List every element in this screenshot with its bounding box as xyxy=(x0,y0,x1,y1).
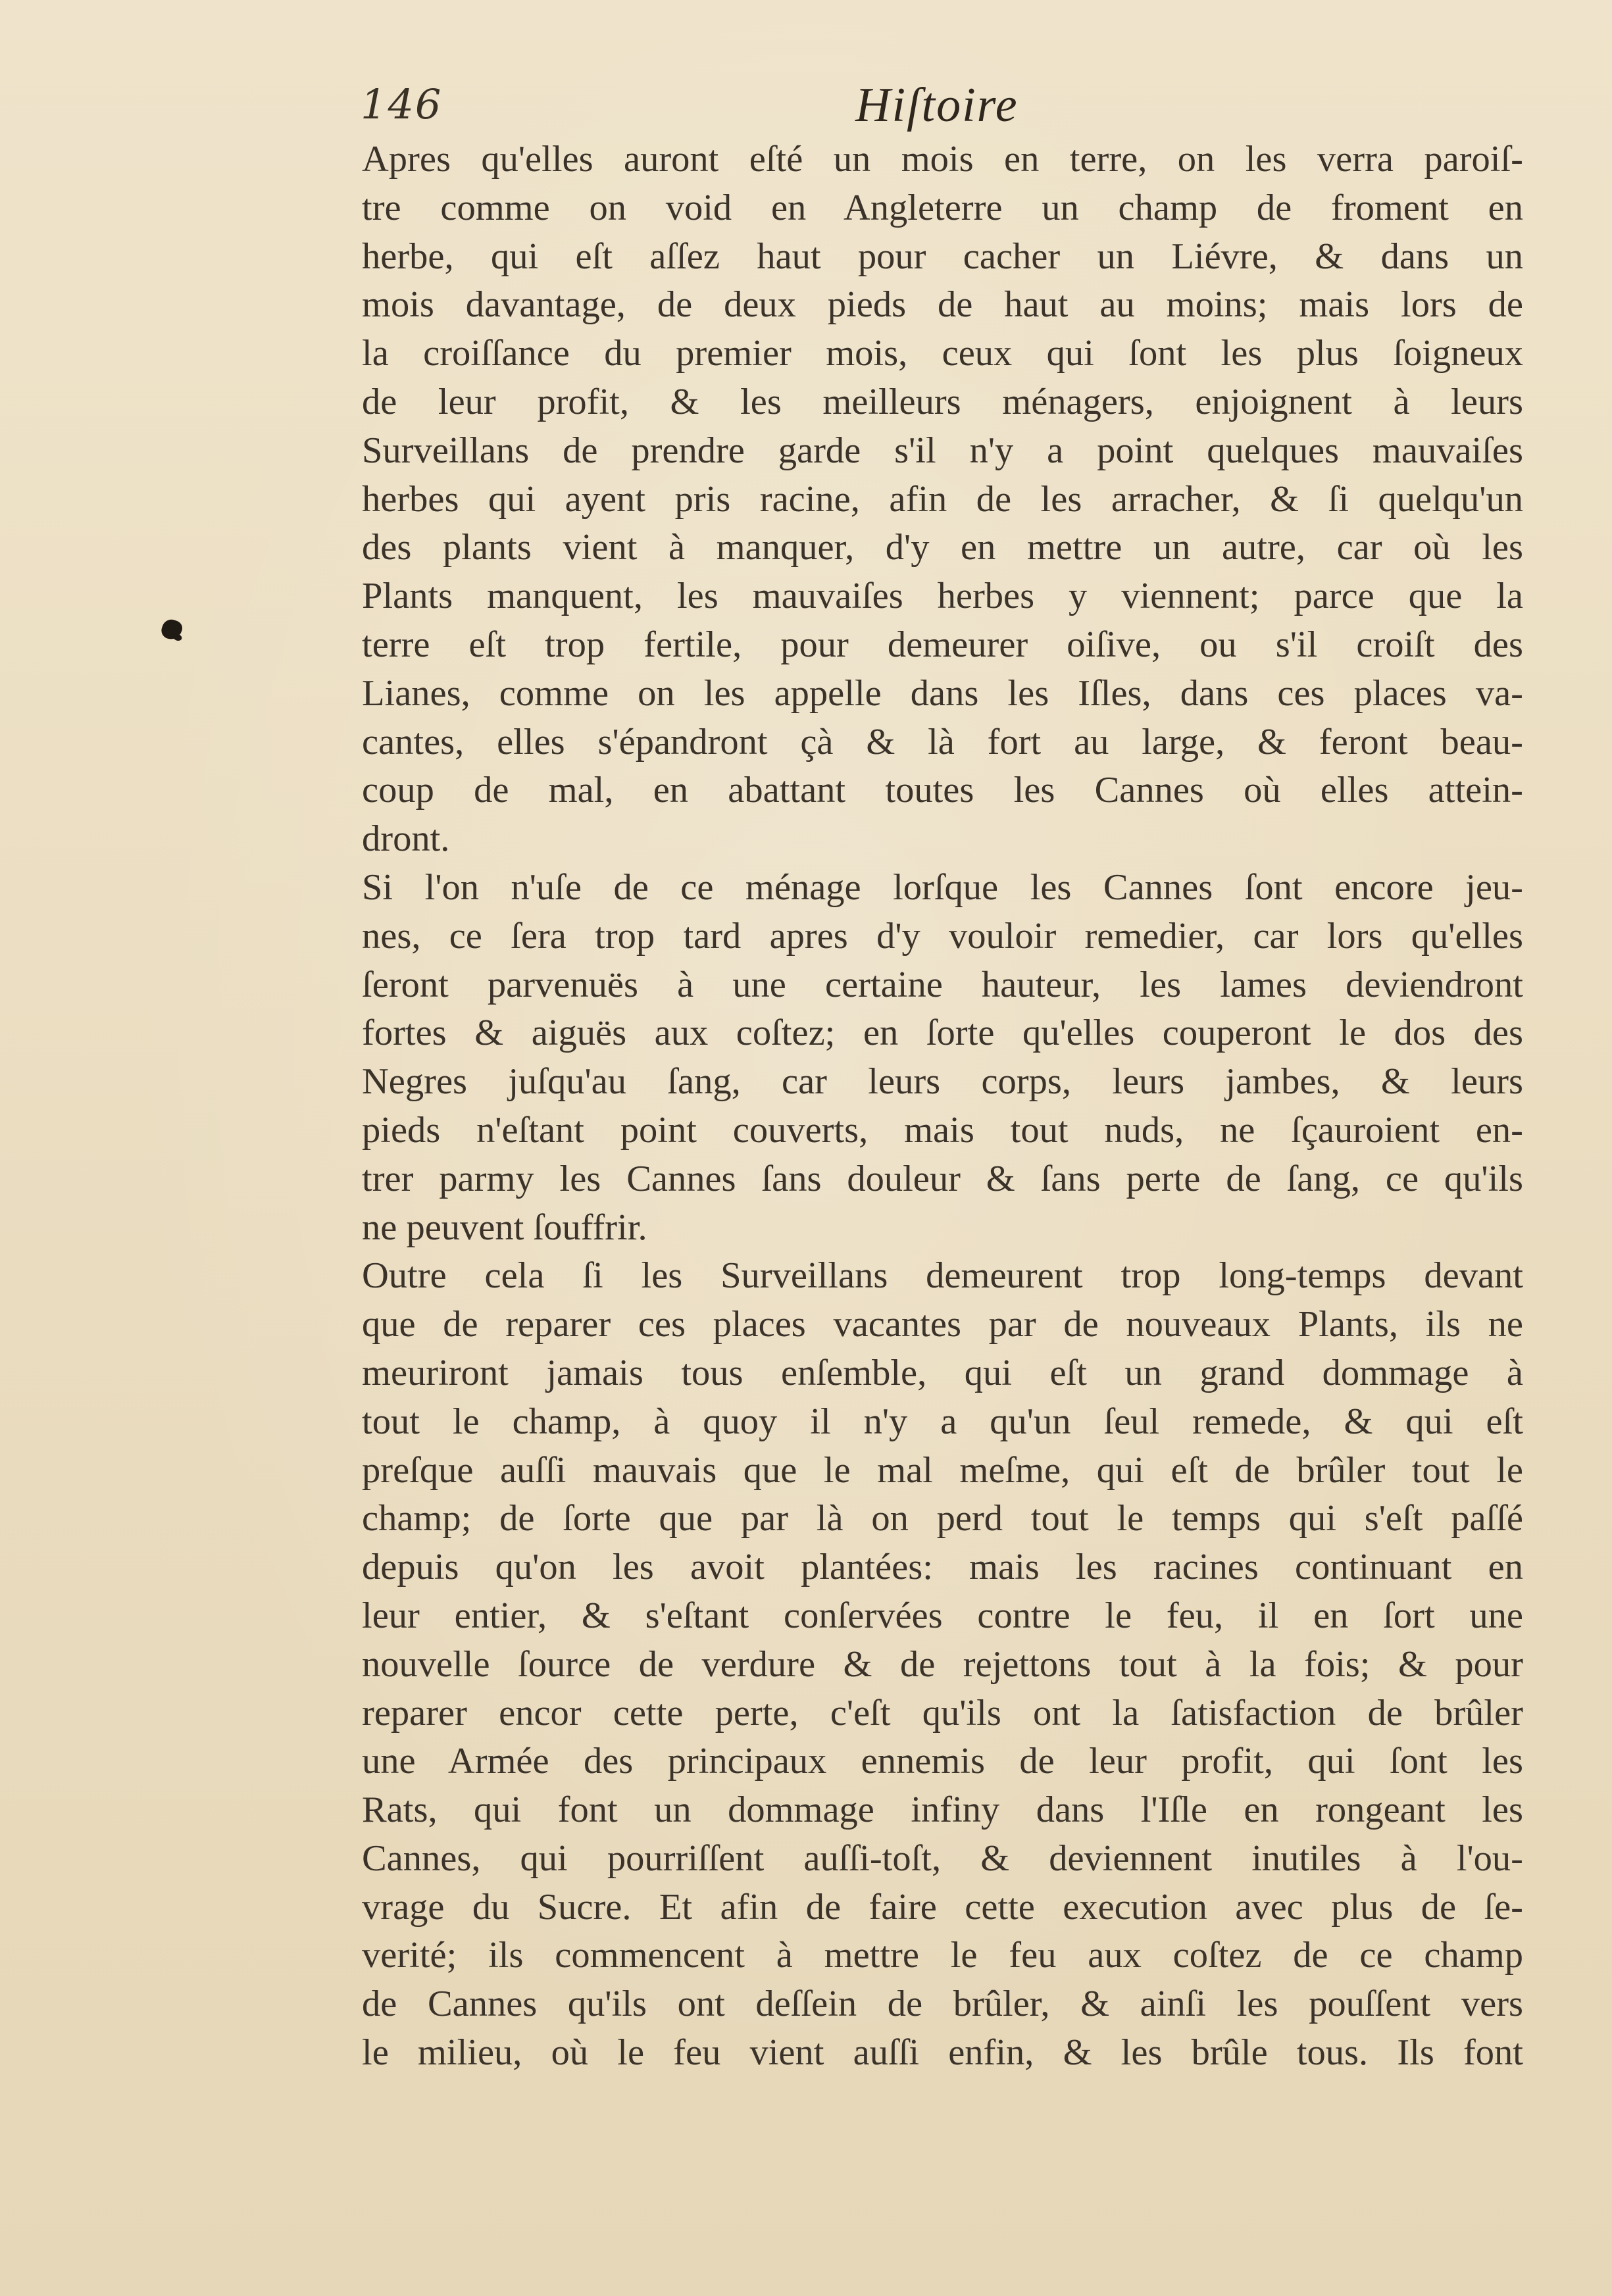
text-line: Cannes, qui pourriſſent auſſi-toſt, & deviennent inutiles à l'ou- xyxy=(362,1837,1523,1879)
text-line: Outre cela ſi les Surveillans demeurent trop long-temps devant xyxy=(362,1255,1523,1297)
text-line: Lianes, comme on les appelle dans les Iſles, dans ces places va- xyxy=(362,672,1523,714)
text-line: le milieu, où le feu vient auſſi enfin, & les brûle tous. Ils font xyxy=(362,2032,1523,2074)
paragraph-3 xyxy=(362,1252,1523,2078)
text-line: preſque auſſi mauvais que le mal meſme, qui eſt de brûler tout le xyxy=(362,1449,1523,1491)
text-line: terre eſt trop fertile, pour demeurer oiſive, ou s'il croiſt des xyxy=(362,624,1523,665)
text-line: tout le champ, à quoy il n'y a qu'un ſeul remede, & qui eſt xyxy=(362,1401,1523,1442)
text-line: reparer encor cette perte, c'eſt qu'ils ont la ſatisfaction de brûler xyxy=(362,1692,1523,1734)
page-number: 146 xyxy=(361,80,443,128)
text-line: une Armée des principaux ennemis de leur profit, qui ſont les xyxy=(362,1741,1523,1782)
text-line: Surveillans de prendre garde s'il n'y a point quelques mauvaiſes xyxy=(362,430,1523,471)
text-line: que de reparer ces places vacantes par de nouveaux Plants, ils ne xyxy=(362,1304,1523,1345)
text-line: ſeront parvenuës à une certaine hauteur, les lames deviendront xyxy=(362,964,1523,1005)
text-line: depuis qu'on les avoit plantées: mais les racines continuant en xyxy=(362,1547,1523,1588)
text-line: tre comme on void en Angleterre un champ de froment en xyxy=(362,187,1523,228)
running-title: Hiſtoire xyxy=(855,78,1019,132)
text-line: de leur profit, & les meilleurs ménagers, enjoignent à leurs xyxy=(362,381,1523,422)
text-line: de Cannes qu'ils ont deſſein de brûler, & ainſi les pouſſent vers xyxy=(362,1984,1523,2025)
text-line: nes, ce ſera trop tard apres d'y vouloir remedier, car lors qu'elles xyxy=(362,915,1523,957)
body-text xyxy=(362,136,1523,2078)
text-line: coup de mal, en abattant toutes les Cannes où elles attein- xyxy=(362,770,1523,811)
paragraph-2 xyxy=(362,864,1523,1252)
text-line: nouvelle ſource de verdure & de rejettons tout à la fois; & pour xyxy=(362,1643,1523,1685)
text-line: pieds n'eſtant point couverts, mais tout nuds, ne ſçauroient en- xyxy=(362,1109,1523,1151)
text-line: fortes & aiguës aux coſtez; en ſorte qu'elles couperont le dos des xyxy=(362,1012,1523,1054)
text-line: dront. xyxy=(362,818,450,860)
text-line: vrage du Sucre. Et afin de faire cette execution avec plus de ſe- xyxy=(362,1886,1523,1928)
text-line: meuriront jamais tous enſemble, qui eſt un grand dommage à xyxy=(362,1352,1523,1393)
text-line: Apres qu'elles auront eſté un mois en terre, on les verra paroiſ- xyxy=(362,139,1523,180)
paragraph-1 xyxy=(362,136,1523,864)
text-line: champ; de ſorte que par là on perd tout le temps qui s'eſt paſſé xyxy=(362,1498,1523,1539)
text-line: Negres juſqu'au ſang, car leurs corps, leurs jambes, & leurs xyxy=(362,1061,1523,1103)
text-line: Plants manquent, les mauvaiſes herbes y viennent; parce que la xyxy=(362,576,1523,617)
text-line: cantes, elles s'épandront çà & là fort au large, & feront beau- xyxy=(362,721,1523,762)
text-line: des plants vient à manquer, d'y en mettre un autre, car où les xyxy=(362,527,1523,568)
text-line: Rats, qui font un dommage infiny dans l'Iſle en rongeant les xyxy=(362,1789,1523,1831)
text-line: mois davantage, de deux pieds de haut au moins; mais lors de xyxy=(362,284,1523,326)
text-line: herbes qui ayent pris racine, afin de les arracher, & ſi quelqu'un xyxy=(362,478,1523,520)
ink-blot-mark xyxy=(159,617,184,642)
text-line: Si l'on n'uſe de ce ménage lorſque les Cannes ſont encore jeu- xyxy=(362,866,1523,908)
text-line: herbe, qui eſt aſſez haut pour cacher un Liévre, & dans un xyxy=(362,236,1523,277)
text-line: verité; ils commencent à mettre le feu aux coſtez de ce champ xyxy=(362,1935,1523,1976)
text-line: trer parmy les Cannes ſans douleur & ſans perte de ſang, ce qu'ils xyxy=(362,1158,1523,1199)
text-line: leur entier, & s'eſtant conſervées contre le feu, il en ſort une xyxy=(362,1595,1523,1636)
text-line: la croiſſance du premier mois, ceux qui ſont les plus ſoigneux xyxy=(362,333,1523,374)
text-line: ne peuvent ſouffrir. xyxy=(362,1207,647,1248)
